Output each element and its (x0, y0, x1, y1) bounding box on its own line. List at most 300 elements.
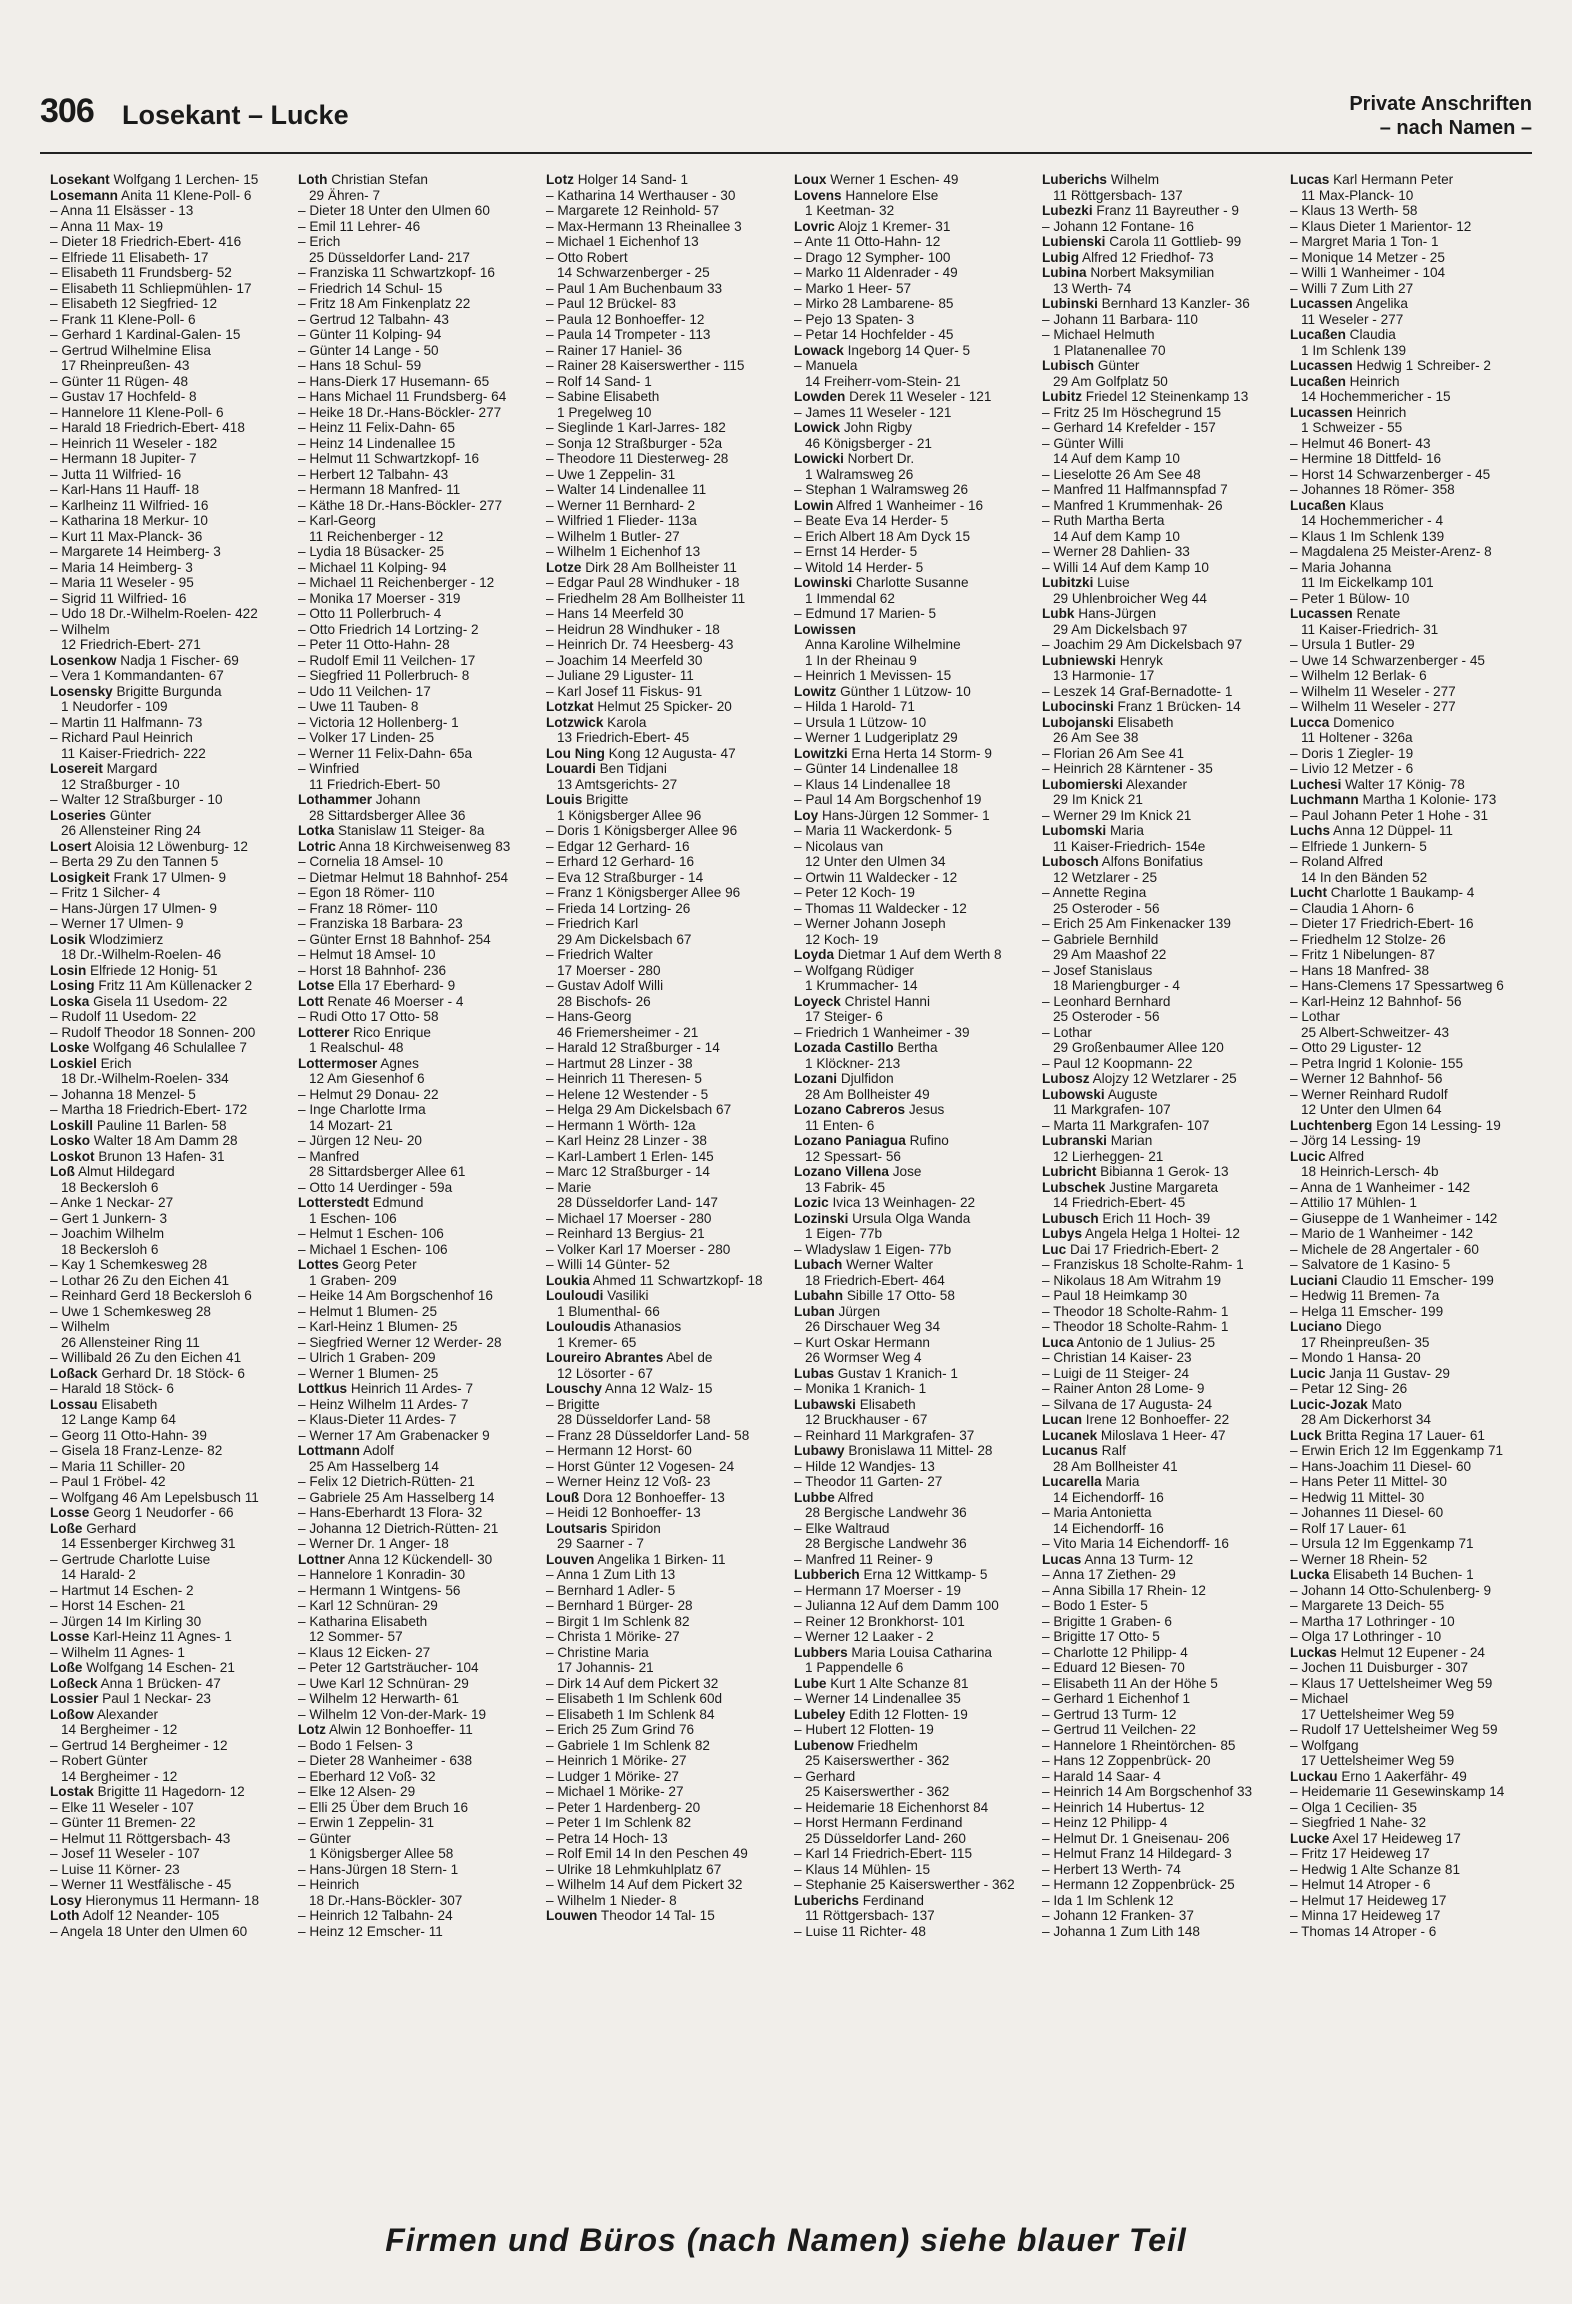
directory-entry (50, 1784, 298, 1800)
entry-details: – Günter 14 Lange - 50 (298, 342, 439, 358)
directory-entry (794, 808, 1042, 824)
directory-entry (1290, 746, 1530, 762)
directory-entry (50, 1273, 298, 1289)
directory-entry (546, 188, 794, 204)
entry-details: – Ludger 1 Mörike- 27 (546, 1768, 679, 1784)
directory-entry (794, 668, 1042, 684)
entry-details: 12 Koch- 19 (805, 931, 879, 947)
entry-details: Alfred (834, 1489, 874, 1505)
entry-details: Anna 13 Turm- 12 (1081, 1551, 1194, 1567)
directory-entry (794, 436, 1042, 452)
entry-details: Heinrich (1345, 373, 1400, 389)
entry-details: – Elke 11 Weseler - 107 (50, 1799, 194, 1815)
entry-details: – Monika 1 Kranich- 1 (794, 1381, 927, 1396)
directory-entry (298, 296, 546, 312)
entry-details: Kong 12 Augusta- 47 (604, 745, 736, 761)
entry-details: – Klaus 14 Lindenallee 18 (794, 776, 951, 792)
entry-details: – Kurt 11 Max-Planck- 36 (50, 528, 203, 544)
directory-entry (298, 1893, 546, 1909)
entry-details: – Mondo 1 Hansa- 20 (1290, 1350, 1421, 1365)
entry-details: Alojz 1 Kremer- 31 (834, 218, 951, 234)
entry-surname: Lotka (298, 823, 335, 838)
directory-entry (1290, 343, 1530, 359)
directory-entry (50, 699, 298, 715)
directory-entry (1290, 327, 1530, 343)
entry-surname: Lotzwick (546, 714, 604, 730)
directory-entry (546, 823, 794, 839)
entry-details: – Willi 14 Günter- 52 (546, 1257, 670, 1272)
directory-entry (794, 1846, 1042, 1862)
entry-details: – Hans 14 Meerfeld 30 (546, 606, 684, 621)
directory-entry (298, 1459, 546, 1475)
directory-entry (794, 513, 1042, 529)
entry-details: – Hartmut 28 Linzer - 38 (546, 1055, 693, 1071)
entry-surname: Losing (50, 978, 95, 993)
entry-details: – Marie (546, 1179, 592, 1195)
entry-details: – Josef 11 Weseler - 107 (50, 1846, 200, 1861)
directory-entry (1290, 1288, 1530, 1304)
directory-entry (1290, 1257, 1530, 1273)
directory-entry (1042, 1056, 1290, 1072)
directory-entry (1290, 1645, 1530, 1661)
entry-details: – Klaus 13 Werth- 58 (1290, 203, 1418, 218)
directory-entry (1042, 1629, 1290, 1645)
directory-entry (546, 1815, 794, 1831)
entry-surname: Lubeley (794, 1706, 846, 1722)
entry-surname: Loyda (794, 947, 835, 962)
entry-surname: Lubawski (794, 1396, 856, 1412)
directory-entry (298, 777, 546, 793)
directory-entry (1042, 1366, 1290, 1382)
entry-details: Almut Hildegard (74, 1164, 175, 1179)
entry-surname: Lossier (50, 1691, 99, 1706)
entry-details: – Franziskus 18 Scholte-Rahm- 1 (1042, 1257, 1244, 1272)
directory-entry (298, 560, 546, 576)
entry-details: – Attilio 17 Mühlen- 1 (1290, 1195, 1417, 1210)
entry-details: Pauline 11 Barlen- 58 (93, 1117, 227, 1133)
entry-details: 1 Pregelweg 10 (557, 404, 652, 420)
entry-details: – Rudolf 11 Usedom- 22 (50, 1009, 197, 1024)
entry-details: – Sigrid 11 Wilfried- 16 (50, 590, 187, 606)
entry-surname: Lucassen (1290, 358, 1353, 373)
directory-entry (1290, 1738, 1530, 1754)
entry-details: – Wolfgang 46 Am Lepelsbusch 11 (50, 1489, 259, 1505)
directory-entry (1042, 1397, 1290, 1413)
directory-entry (1042, 1009, 1290, 1025)
directory-entry (1042, 389, 1290, 405)
directory-entry (794, 792, 1042, 808)
directory-entry (298, 1319, 546, 1335)
entry-surname: Lucan (1042, 1412, 1083, 1427)
directory-column-2 (298, 172, 546, 2182)
directory-entry (50, 513, 298, 529)
entry-details: – Doris 1 Ziegler- 19 (1290, 745, 1414, 761)
entry-details: – Ante 11 Otto-Hahn- 12 (794, 234, 941, 249)
entry-details: Adolf (359, 1443, 394, 1458)
directory-entry (794, 281, 1042, 297)
directory-entry (50, 1521, 298, 1537)
entry-details: – Heidemarie 11 Gesewinskamp 14 (1290, 1784, 1505, 1799)
directory-entry (298, 1443, 546, 1459)
entry-details: – Werner 11 Bernhard- 2 (546, 497, 696, 513)
directory-entry (298, 653, 546, 669)
entry-details: – Werner Dr. 1 Anger- 18 (298, 1536, 449, 1551)
entry-details: – Hilde 12 Wandjes- 13 (794, 1458, 935, 1474)
entry-details: – Dietmar Helmut 18 Bahnhof- 254 (298, 869, 509, 885)
directory-entry (1290, 1908, 1530, 1924)
entry-details: Gustav 1 Kranich- 1 (834, 1365, 958, 1381)
entry-details: – Hermann 1 Wörth- 12a (546, 1117, 696, 1133)
entry-surname: Lubniewski (1042, 652, 1117, 668)
directory-entry (50, 823, 298, 839)
directory-entry (1042, 172, 1290, 188)
entry-details: – Franziska 18 Barbara- 23 (298, 916, 463, 931)
directory-entry (546, 529, 794, 545)
directory-entry (50, 777, 298, 793)
entry-details: – Gerhard 1 Eichenhof 1 (1042, 1691, 1191, 1706)
entry-surname: Lucic (1290, 1148, 1326, 1164)
directory-entry (1290, 1366, 1530, 1382)
entry-details: – Werner 14 Lindenallee 35 (794, 1691, 961, 1706)
entry-details: – Anna de 1 Wanheimer - 142 (1290, 1179, 1471, 1195)
entry-details: Alojzy 12 Wetzlarer - 25 (1089, 1071, 1237, 1086)
entry-details: – Gertrud 14 Bergheimer - 12 (50, 1737, 228, 1753)
entry-details: Auguste (1104, 1086, 1158, 1102)
directory-entry (1042, 777, 1290, 793)
entry-details: Erich (96, 1055, 132, 1071)
entry-details: – Maria 11 Wackerdonk- 5 (794, 823, 952, 838)
directory-entry (546, 312, 794, 328)
directory-entry (298, 622, 546, 638)
directory-entry (298, 1552, 546, 1568)
directory-entry (50, 250, 298, 266)
entry-details: – Wilfried 1 Flieder- 113a (546, 513, 697, 528)
entry-details: – Paul 12 Koopmann- 22 (1042, 1055, 1193, 1071)
entry-details: Ingeborg 14 Quer- 5 (843, 342, 971, 358)
directory-entry (1290, 436, 1530, 452)
entry-details: – Peter 1 Im Schlenk 82 (546, 1815, 692, 1830)
directory-entry (298, 994, 546, 1010)
entry-details: – Annette Regina (1042, 885, 1147, 900)
entry-details: – Thomas 11 Waldecker - 12 (794, 900, 967, 916)
entry-surname: Lowden (794, 389, 846, 404)
entry-surname: Lubbe (794, 1489, 835, 1505)
entry-details: 11 Kaiser-Friedrich- 222 (61, 745, 206, 761)
directory-entry (298, 1753, 546, 1769)
entry-details: Marian (1106, 1133, 1153, 1148)
directory-entry (1042, 1552, 1290, 1568)
directory-entry (298, 1025, 546, 1041)
directory-entry (1290, 560, 1530, 576)
directory-entry (50, 854, 298, 870)
directory-entry (298, 1800, 546, 1816)
entry-details: 12 Sommer- 57 (309, 1629, 403, 1644)
directory-entry (794, 1040, 1042, 1056)
entry-details: Djulfidon (837, 1071, 894, 1086)
directory-entry (1042, 1536, 1290, 1552)
entry-surname: Luchs (1290, 823, 1331, 838)
directory-entry (298, 808, 546, 824)
entry-details: Brigitte 11 Hagedorn- 12 (93, 1784, 245, 1799)
entry-details: – Hedwig 1 Alte Schanze 81 (1290, 1861, 1461, 1877)
directory-entry (1290, 1242, 1530, 1258)
directory-entry (50, 792, 298, 808)
directory-entry (1042, 234, 1290, 250)
directory-entry (1042, 1087, 1290, 1103)
directory-entry (298, 405, 546, 421)
entry-details: 29 Im Knick 21 (1053, 792, 1143, 807)
directory-entry (546, 761, 794, 777)
entry-details: – Friedhelm 12 Stolze- 26 (1290, 931, 1446, 947)
entry-details: – Reinhard Gerd 18 Beckersloh 6 (50, 1288, 252, 1303)
directory-entry (1290, 1598, 1530, 1614)
directory-entry (1042, 1815, 1290, 1831)
directory-entry (546, 1118, 794, 1134)
entry-details: Hans-Jürgen 12 Sommer- 1 (818, 807, 990, 823)
directory-entry (50, 606, 298, 622)
directory-entry (50, 1753, 298, 1769)
entry-details: – Werner 12 Laaker - 2 (794, 1629, 934, 1644)
directory-entry (794, 1831, 1042, 1847)
entry-details: – Mirko 28 Lambarene- 85 (794, 296, 954, 311)
entry-details: 1 Keetman- 32 (805, 203, 895, 218)
directory-entry (1290, 1831, 1530, 1847)
directory-entry (50, 1319, 298, 1335)
directory-entry (298, 1102, 546, 1118)
entry-details: – Reiner 12 Bronkhorst- 101 (794, 1613, 965, 1629)
directory-entry (1290, 1505, 1530, 1521)
directory-entry (1042, 653, 1290, 669)
directory-entry (298, 1784, 546, 1800)
entry-details: – Horst 14 Schwarzenberger - 45 (1290, 466, 1491, 482)
entry-surname: Loske (50, 1040, 90, 1055)
entry-surname: Luchmann (1290, 792, 1359, 807)
directory-entry (1042, 808, 1290, 824)
directory-entry (50, 1118, 298, 1134)
entry-details: – Karl 12 Schnüran- 29 (298, 1598, 438, 1613)
entry-details: – Gertrud Wilhelmine Elisa (50, 342, 211, 358)
directory-entry (546, 327, 794, 343)
entry-details: – Johann 12 Fontane- 16 (1042, 218, 1194, 234)
directory-entry (50, 1335, 298, 1351)
entry-details: – Roland Alfred (1290, 854, 1383, 869)
directory-entry (546, 1164, 794, 1180)
directory-entry (50, 1164, 298, 1180)
entry-surname: Loureiro Abrantes (546, 1350, 664, 1365)
directory-entry (1042, 1319, 1290, 1335)
entry-details: – Hans 18 Schul- 59 (298, 358, 422, 373)
directory-entry (1290, 513, 1530, 529)
directory-entry (1042, 1800, 1290, 1816)
entry-details: – Hermann 18 Manfred- 11 (298, 482, 461, 497)
entry-details: – Silvana de 17 Augusta- 24 (1042, 1396, 1213, 1412)
entry-surname: Lubinski (1042, 296, 1098, 311)
entry-details: Anna 12 Kückendell- 30 (344, 1551, 493, 1567)
directory-entry (794, 1226, 1042, 1242)
entry-surname: Losekant (50, 172, 110, 187)
entry-details: Claudia (1345, 327, 1396, 342)
entry-details: Helmut 12 Eupener - 24 (1336, 1644, 1485, 1660)
directory-entry (298, 219, 546, 235)
entry-details: Christian Stefan (327, 172, 428, 187)
entry-details: – Katharina 14 Werthauser - 30 (546, 187, 736, 203)
directory-entry (1290, 1087, 1530, 1103)
directory-entry (546, 1025, 794, 1041)
directory-entry (1290, 885, 1530, 901)
directory-entry (794, 575, 1042, 591)
directory-entry (50, 1800, 298, 1816)
entry-details: – Friedrich Karl (546, 916, 639, 931)
directory-entry (546, 1319, 794, 1335)
directory-entry (298, 978, 546, 994)
entry-surname: Lotz (546, 172, 574, 187)
entry-surname: Louwen (546, 1908, 598, 1923)
directory-entry (794, 265, 1042, 281)
directory-entry (1290, 1226, 1530, 1242)
entry-details: – Heidemarie 18 Eichenhorst 84 (794, 1799, 989, 1815)
directory-entry (794, 1536, 1042, 1552)
directory-entry (546, 1614, 794, 1630)
entry-surname: Losse (50, 1629, 90, 1644)
directory-entry (1042, 250, 1290, 266)
directory-entry (1042, 1784, 1290, 1800)
entry-surname: Lucassen (1290, 606, 1353, 621)
directory-entry (50, 761, 298, 777)
entry-details: – Friedrich 14 Schul- 15 (298, 280, 443, 296)
entry-surname: Losert (50, 838, 92, 854)
entry-surname: Lucarella (1042, 1474, 1102, 1489)
directory-entry (1290, 978, 1530, 994)
entry-details: – Paula 12 Bonhoeffer- 12 (546, 311, 705, 327)
directory-entry (50, 1009, 298, 1025)
entry-details: – Dieter 28 Wanheimer - 638 (298, 1753, 473, 1768)
directory-entry (1290, 715, 1530, 731)
directory-entry (794, 327, 1042, 343)
entry-details: 13 Friedrich-Ebert- 45 (557, 730, 690, 745)
entry-details: – Ortwin 11 Waldecker - 12 (794, 869, 958, 885)
directory-entry (546, 203, 794, 219)
directory-entry (546, 885, 794, 901)
entry-details: – Horst 18 Bahnhof- 236 (298, 962, 447, 978)
entry-details: – Harald 18 Stöck- 6 (50, 1381, 174, 1396)
directory-entry (50, 1877, 298, 1893)
entry-details: Ferdinand (858, 1892, 924, 1908)
directory-entry (1042, 1443, 1290, 1459)
entry-details: 29 Am Golfplatz 50 (1053, 373, 1168, 389)
entry-details: Karl Hermann Peter (1329, 172, 1454, 187)
entry-surname: Lottmann (298, 1443, 360, 1458)
directory-entry (298, 746, 546, 762)
entry-details: – Klaus 14 Mühlen- 15 (794, 1861, 931, 1877)
entry-surname: Luck (1290, 1427, 1322, 1443)
entry-details: – Kay 1 Schemkesweg 28 (50, 1257, 208, 1272)
directory-entry (794, 1645, 1042, 1661)
entry-details: Gerhard (82, 1520, 137, 1536)
directory-entry (1290, 188, 1530, 204)
directory-entry (298, 1149, 546, 1165)
entry-details: – Günter 11 Kolping- 94 (298, 327, 442, 342)
entry-details: – Heinz Wilhelm 11 Ardes- 7 (298, 1396, 469, 1412)
entry-details: – Uwe Karl 12 Schnüran- 29 (298, 1675, 469, 1691)
directory-entry (546, 1226, 794, 1242)
directory-entry (50, 1366, 298, 1382)
directory-entry (298, 172, 546, 188)
entry-details: 12 Unter den Ulmen 64 (1301, 1102, 1442, 1117)
entry-details: – Wilhelm 14 Auf dem Pickert 32 (546, 1877, 743, 1892)
entry-details: – Karl Heinz 28 Linzer - 38 (546, 1133, 707, 1148)
directory-entry (1042, 715, 1290, 731)
entry-details: 1 Pappendelle 6 (805, 1660, 904, 1675)
entry-details: – Eberhard 12 Voß- 32 (298, 1768, 436, 1784)
entry-surname: Lubberich (794, 1567, 860, 1582)
directory-entry (1290, 1660, 1530, 1676)
entry-details: 1 Eigen- 77b (805, 1226, 883, 1241)
directory-entry (794, 1071, 1042, 1087)
directory-entry (1042, 1459, 1290, 1475)
entry-details: – Bodo 1 Ester- 5 (1042, 1598, 1148, 1613)
entry-details: – Heinrich 1 Mörike- 27 (546, 1753, 687, 1768)
directory-entry (50, 1102, 298, 1118)
entry-details: – Karl-Georg (298, 513, 376, 528)
directory-entry (794, 1815, 1042, 1831)
entry-details: – Helmut 18 Amsel- 10 (298, 947, 436, 962)
directory-entry (298, 1381, 546, 1397)
entry-surname: Lozano Villena (794, 1164, 889, 1179)
directory-entry (1042, 978, 1290, 994)
directory-entry (50, 575, 298, 591)
directory-entry (546, 947, 794, 963)
entry-details: 11 Weseler - 277 (1301, 311, 1404, 327)
directory-entry (794, 653, 1042, 669)
entry-details: 1 Blumenthal- 66 (557, 1303, 660, 1319)
directory-entry (298, 1567, 546, 1583)
directory-entry (298, 1536, 546, 1552)
directory-entry (546, 1102, 794, 1118)
directory-entry (50, 560, 298, 576)
entry-details: Heinrich (1352, 404, 1407, 420)
entry-details: – Leszek 14 Graf-Bernadotte- 1 (1042, 683, 1233, 699)
directory-entry (50, 1769, 298, 1785)
entry-details: Ahmed 11 Schwartzkopf- 18 (589, 1272, 763, 1288)
entry-details: Elisabeth 14 Buchen- 1 (1329, 1567, 1474, 1582)
entry-surname: Lozano Cabreros (794, 1102, 906, 1117)
entry-details: Britta Regina 17 Lauer- 61 (1321, 1427, 1485, 1443)
entry-details: – Manuela (794, 358, 858, 373)
entry-details: 12 Straßburger - 10 (61, 776, 180, 792)
entry-details: – Willibald 26 Zu den Eichen 41 (50, 1350, 242, 1365)
directory-entry (1290, 854, 1530, 870)
directory-entry (298, 932, 546, 948)
directory-entry (546, 792, 794, 808)
entry-details: – Hans 12 Zoppenbrück- 20 (1042, 1753, 1211, 1768)
directory-entry (298, 1862, 546, 1878)
entry-details: – Wilhelm (50, 621, 110, 637)
entry-details: 1 Königsberger Allee 58 (309, 1846, 454, 1861)
directory-entry (794, 1087, 1042, 1103)
entry-surname: Lottes (298, 1257, 339, 1272)
entry-details: – Lieselotte 26 Am See 48 (1042, 466, 1201, 482)
entry-details: – Lothar (1042, 1024, 1092, 1040)
entry-surname: Lou Ning (546, 745, 605, 761)
directory-columns (50, 172, 1530, 2182)
entry-details: John Rigby (840, 420, 912, 435)
entry-details: – Reinhard 13 Bergius- 21 (546, 1226, 705, 1241)
entry-details: – Margarete 13 Deich- 55 (1290, 1598, 1445, 1613)
entry-details: 12 Lange Kamp 64 (61, 1412, 176, 1427)
entry-details: – Wilhelm 12 Berlak- 6 (1290, 668, 1427, 683)
entry-details: 1 Schweizer - 55 (1301, 420, 1403, 435)
directory-entry (1042, 1877, 1290, 1893)
